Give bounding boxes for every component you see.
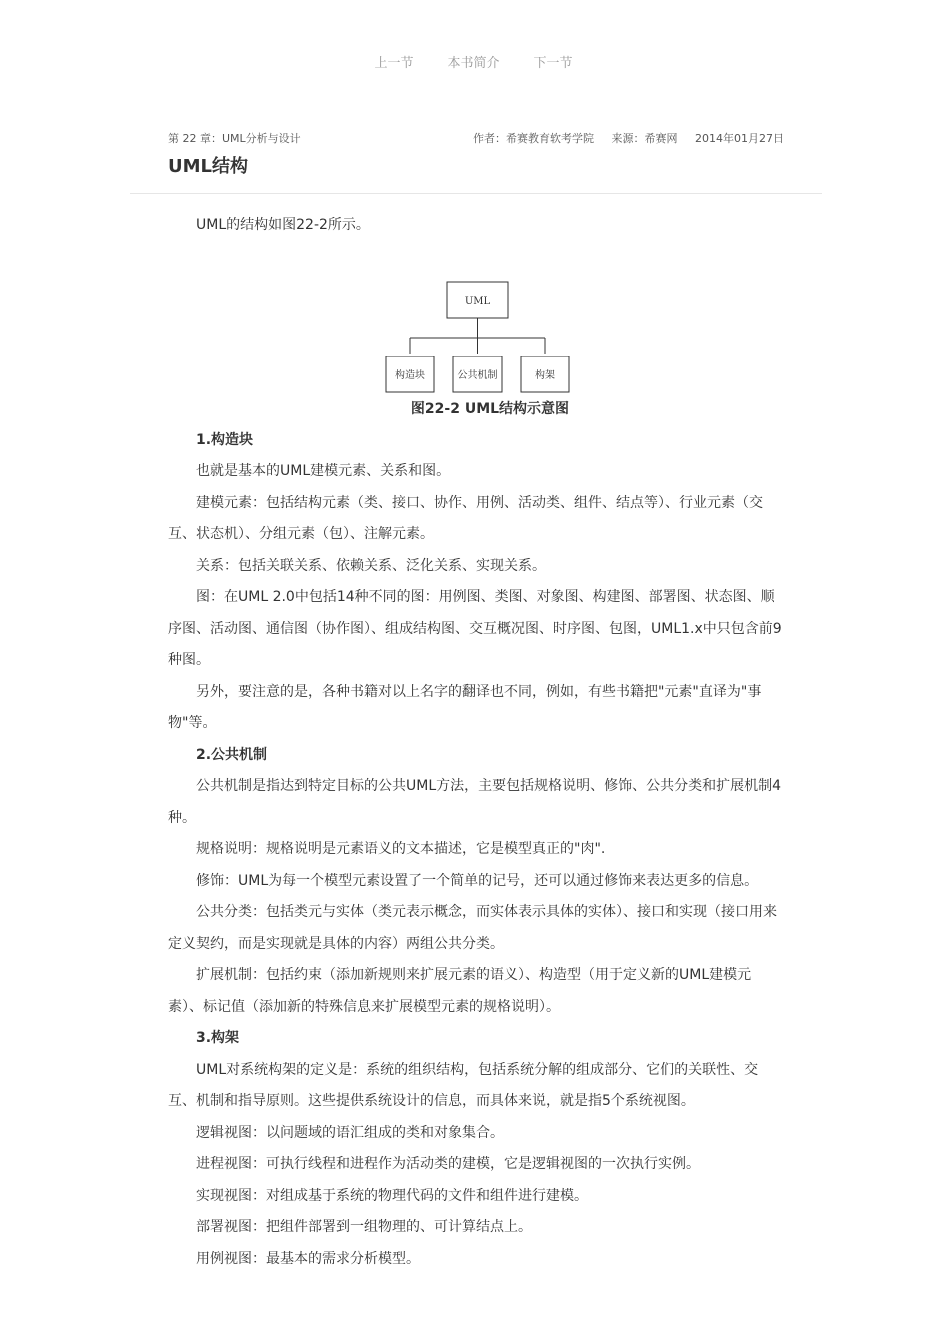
body-paragraph: 进程视图：可执行线程和进程作为活动类的建模，它是逻辑视图的一次执行实例。	[196, 1156, 700, 1172]
section-heading: 2.公共机制	[196, 746, 268, 763]
top-navigation	[0, 52, 950, 71]
intro-paragraph: UML的结构如图22-2所示。	[196, 217, 370, 233]
date-label: 2014年01月27日	[695, 132, 784, 145]
section-heading: 1.构造块	[196, 431, 254, 448]
body-paragraph: 另外，要注意的是，各种书籍对以上名字的翻译也不同，例如，有些书籍把"元素"直译为"事物"等。	[168, 683, 762, 731]
article-body	[168, 210, 784, 1275]
child-node-label-3: 构架	[535, 369, 555, 381]
next-section-link[interactable]: 下一节	[533, 56, 573, 71]
child-node-label-1: 构造块	[395, 369, 425, 381]
body-paragraph: 建模元素：包括结构元素（类、接口、协作、用例、活动类、组件、结点等）、行业元素（交互、状态机）、分组元素（包）、注解元素。	[168, 494, 763, 542]
body-paragraph: UML对系统构架的定义是：系统的组织结构，包括系统分解的组成部分、它们的关联性、交互、机制和指导原则。这些提供系统设计的信息，而具体来说，就是指5个系统视图。	[168, 1061, 759, 1109]
header-divider	[130, 193, 822, 194]
uml-structure-diagram	[380, 246, 572, 356]
body-paragraph: 也就是基本的UML建模元素、关系和图。	[196, 463, 451, 479]
diagram-children-row	[168, 356, 784, 394]
body-paragraph: 关系：包括关联关系、依赖关系、泛化关系、实现关系。	[196, 557, 546, 574]
body-paragraph: 逻辑视图：以问题域的语汇组成的类和对象集合。	[196, 1124, 504, 1141]
diagram-children	[380, 356, 572, 394]
body-paragraph: 用例视图：最基本的需求分析模型。	[196, 1250, 420, 1267]
body-paragraph: 扩展机制：包括约束（添加新规则来扩展元素的语义）、构造型（用于定义新的UML建模元素）、标记值（添加新的特殊信息来扩展模型元素的规格说明）。	[168, 967, 752, 1015]
page-title: UML结构	[168, 156, 248, 177]
body-paragraph: 部署视图：把组件部署到一组物理的、可计算结点上。	[196, 1219, 532, 1235]
paragraph-list	[168, 425, 784, 1276]
body-paragraph: 图：在UML 2.0中包括14种不同的图：用例图、类图、对象图、构建图、部署图、状态图、顺序图、活动图、通信图（协作图）、组成结构图、交互概况图、时序图、包图，UML1.x中只包含前9种图。	[168, 589, 782, 668]
section-heading: 3.构架	[196, 1030, 240, 1046]
book-intro-link[interactable]: 本书简介	[447, 56, 500, 71]
meta-info	[459, 130, 784, 146]
body-paragraph: 公共分类：包括类元与实体（类元表示概念，而实体表示具体的实体）、接口和实现（接口用来定义契约，而是实现就是具体的内容）两组公共分类。	[168, 904, 777, 952]
prev-section-link[interactable]: 上一节	[374, 56, 414, 71]
chapter-label: 第 22 章：UML分析与设计	[168, 132, 301, 145]
root-node-label: UML	[464, 295, 491, 307]
author-label: 作者：希赛教育软考学院	[473, 132, 594, 145]
body-paragraph: 修饰：UML为每一个模型元素设置了一个简单的记号，还可以通过修饰来表达更多的信息。	[196, 872, 759, 889]
body-paragraph: 规格说明：规格说明是元素语义的文本描述，它是模型真正的"肉".	[196, 841, 606, 857]
uml-structure-figure	[168, 246, 784, 356]
figure-caption: 图22-2 UML结构示意图	[410, 400, 570, 417]
source-label: 来源：希赛网	[611, 132, 678, 145]
body-paragraph: 公共机制是指达到特定目标的公共UML方法，主要包括规格说明、修饰、公共分类和扩展机制4种。	[168, 778, 782, 826]
article-meta	[168, 130, 784, 146]
body-paragraph: 实现视图：对组成基于系统的物理代码的文件和组件进行建模。	[196, 1187, 588, 1204]
child-node-label-2: 公共机制	[457, 369, 498, 381]
